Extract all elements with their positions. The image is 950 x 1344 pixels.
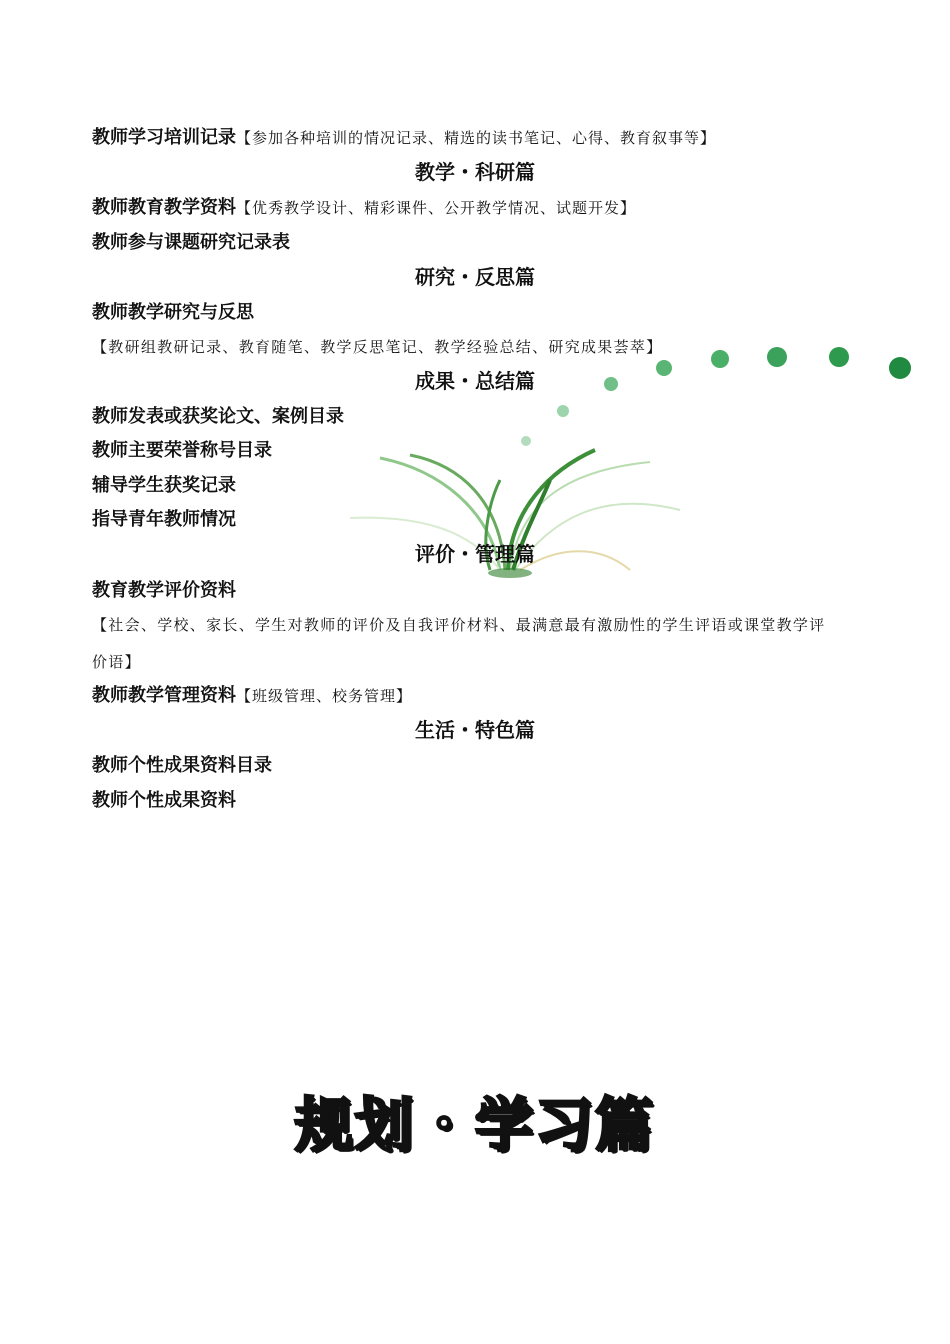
mentoring-line: 指导青年教师情况 (92, 509, 236, 530)
teaching-materials-line (92, 196, 636, 220)
evaluation-materials-line: 教育教学评价资料 (92, 580, 236, 601)
training-record-line (92, 126, 716, 150)
papers-catalog-line: 教师发表或获奖论文、案例目录 (92, 406, 344, 427)
management-materials-note: 【班级管理、校务管理】 (236, 687, 413, 705)
management-materials-title: 教师教学管理资料 (92, 685, 236, 706)
research-reflection-line: 教师教学研究与反思 (92, 302, 254, 323)
research-topic-line: 教师参与课题研究记录表 (92, 232, 290, 253)
heading-evaluation-management: 评价・管理篇 (415, 542, 535, 566)
personal-results-line: 教师个性成果资料 (92, 790, 236, 811)
planning-study-title: 规划・学习篇 (294, 1091, 655, 1159)
personal-results-catalog-line: 教师个性成果资料目录 (92, 755, 272, 776)
evaluation-note-part2: 价语】 (92, 653, 141, 671)
management-materials-line (92, 684, 412, 708)
teaching-materials-title: 教师教育教学资料 (92, 197, 236, 218)
honors-catalog-line: 教师主要荣誉称号目录 (92, 440, 272, 461)
teaching-materials-note: 【优秀教学设计、精彩课件、公开教学情况、试题开发】 (236, 199, 637, 217)
heading-results-summary: 成果・总结篇 (415, 369, 535, 393)
training-record-title: 教师学习培训记录 (92, 127, 236, 148)
research-reflection-note: 【教研组教研记录、教育随笔、教学反思笔记、教学经验总结、研究成果荟萃】 (92, 338, 663, 356)
training-record-note: 【参加各种培训的情况记录、精选的读书笔记、心得、教育叙事等】 (236, 129, 717, 147)
student-awards-line: 辅导学生获奖记录 (92, 475, 236, 496)
heading-research-reflection: 研究・反思篇 (415, 265, 535, 289)
evaluation-note-part1: 【社会、学校、家长、学生对教师的评价及自我评价材料、最满意最有激励性的学生评语或课堂教学评 (92, 616, 826, 634)
heading-teaching-research: 教学・科研篇 (415, 160, 535, 184)
heading-life-feature: 生活・特色篇 (415, 718, 535, 742)
